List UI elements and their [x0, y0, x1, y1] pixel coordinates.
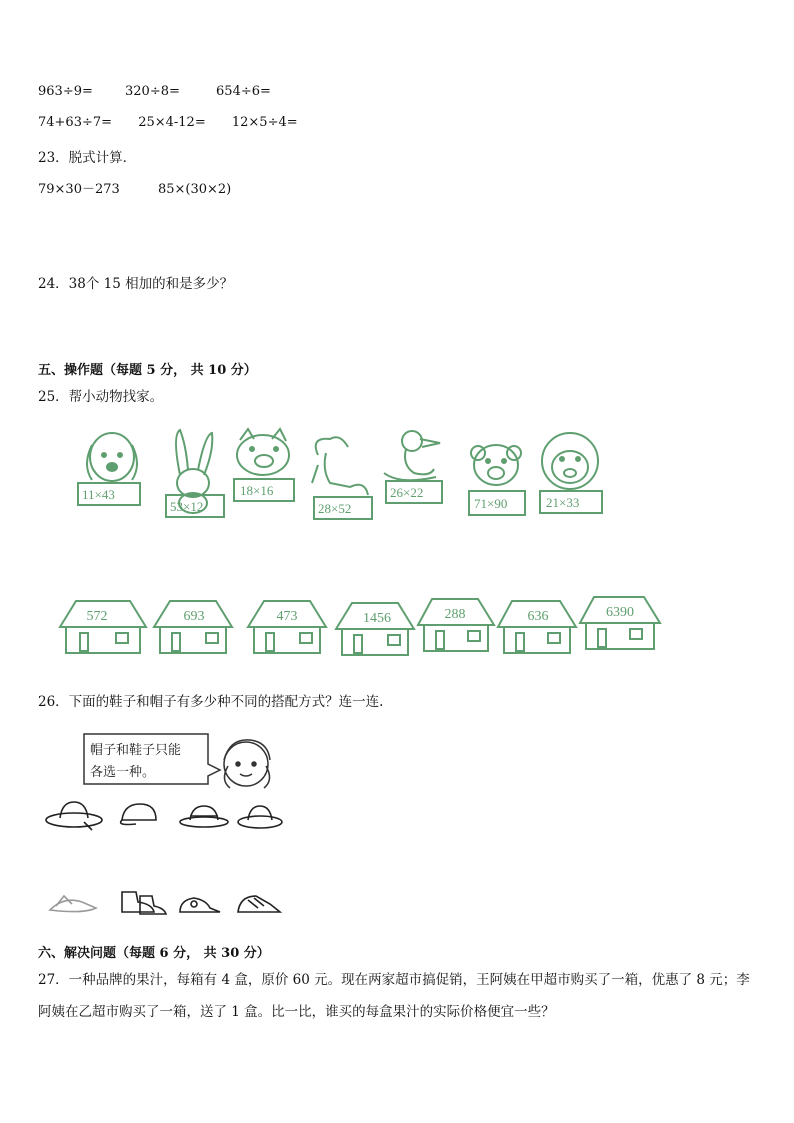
- hat-icon: [46, 802, 102, 830]
- calc-item: 79×30－273: [38, 182, 120, 197]
- running-shoe-icon: [238, 896, 280, 912]
- animal-label: 53×12: [170, 499, 204, 514]
- fedora-icon: [180, 806, 228, 827]
- calc-item: 25×4-12=: [138, 115, 206, 130]
- calc-row-2: [38, 115, 298, 130]
- animal-label: 28×52: [318, 501, 352, 516]
- calc-item: 74+63÷7=: [38, 115, 113, 130]
- question-25: 25．帮小动物找家。: [38, 389, 164, 405]
- section-5-title: 五、操作题（每题 5 分， 共 10 分）: [38, 363, 257, 378]
- house-number: 693: [183, 609, 205, 624]
- calc-row-3: [38, 178, 231, 197]
- animal-label: 11×43: [82, 487, 115, 502]
- question-23: 23．脱式计算．: [38, 150, 137, 166]
- girl-icon: [224, 740, 270, 788]
- calc-item: 963÷9=: [38, 84, 93, 99]
- animal-label: 21×33: [546, 495, 580, 510]
- question-27-line-2: 阿姨在乙超市购买了一箱，送了 1 盒。比一比，谁买的每盒果汁的实际价格便宜一些？: [38, 1004, 555, 1020]
- house-number: 6390: [606, 605, 634, 620]
- shoes-row: [44, 882, 304, 922]
- question-24: 24．38个 15 相加的和是多少？: [38, 276, 234, 292]
- calc-item: 12×5÷4=: [231, 115, 298, 130]
- house-number: 288: [444, 607, 466, 622]
- house-number: 636: [527, 609, 549, 624]
- house-number: 1456: [363, 611, 391, 626]
- house-number: 572: [86, 609, 108, 624]
- bubble-line-2: 各选一种。: [90, 764, 156, 779]
- houses-figure: [0, 595, 794, 665]
- section-6-title: 六、解决问题（每题 6 分， 共 30 分）: [38, 946, 270, 961]
- hats-row: [44, 796, 304, 836]
- boot-icon: [122, 892, 166, 914]
- calc-row-1: [38, 84, 271, 99]
- animal-label: 26×22: [390, 485, 424, 500]
- question-27-line-1: 27．一种品牌的果汁，每箱有 4 盒，原价 60 元。现在两家超市搞促销，王阿姨在甲超市购买了一箱，优惠了 8 元；李: [38, 972, 750, 988]
- animal-label: 18×16: [240, 483, 274, 498]
- sunhat-icon: [238, 806, 282, 828]
- calc-item: 320÷8=: [125, 84, 180, 99]
- cap-icon: [121, 804, 156, 825]
- bubble-line-1: 帽子和鞋子只能: [90, 742, 182, 757]
- sneaker-icon: [180, 898, 220, 912]
- sandal-icon: [50, 896, 96, 912]
- house-number: 473: [276, 609, 298, 624]
- animals-figure: [0, 425, 794, 555]
- animal-label: 71×90: [474, 496, 508, 511]
- question-26: 26．下面的鞋子和帽子有多少种不同的搭配方式？连一连.: [38, 694, 384, 710]
- calc-item: 85×(30×2): [157, 182, 232, 197]
- calc-item: 654÷6=: [216, 84, 271, 99]
